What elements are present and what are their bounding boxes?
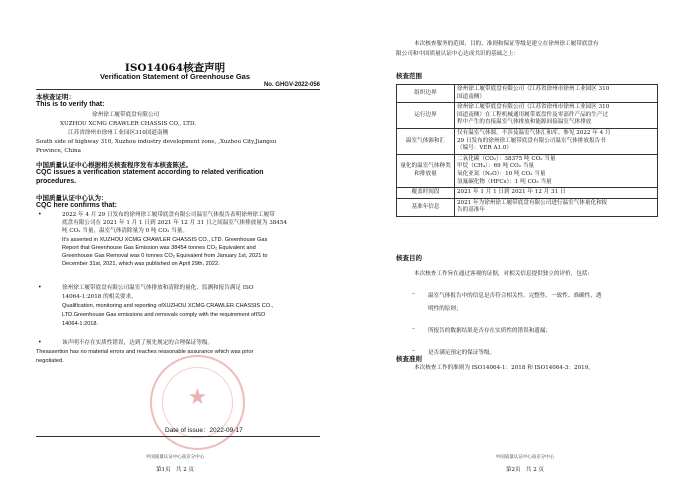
statement-title: ISO14064核查声明 [124, 62, 226, 74]
list-item-text: 所报告的数据结果是否存在实质性的错误和遗漏； [428, 328, 552, 334]
criteria-heading: 核查准则 [396, 355, 422, 363]
org-name-en: XUZHOU XCMG CRAWLER CHASSIS CO., LTD. [60, 121, 197, 127]
scope-value [455, 198, 658, 216]
finding-1-en-2: Report that Greenhouse Gas Emission was 38454 tonnes CO₂ Equivalent and [62, 245, 256, 251]
scope-value-line: 国道南侧）在工程机械通用履带底盘件及零部件产品的生产过 [457, 111, 609, 118]
finding-3-en-2: negotiated. [36, 358, 64, 364]
scope-value-line: 徐州徐工履带底盘有限公司（江苏省徐州市徐州工业园区 310 [457, 86, 610, 92]
intro-text-2: 限公司和中国质量认证中心达成共识的基础之上： [396, 51, 520, 57]
finding-1-cn: 2022 年 4 月 29 日发布的徐州徐工履带底盘有限公司温室气体报告表明徐州徐工履带 [62, 212, 275, 218]
bullet-icon: • [38, 211, 42, 218]
finding-3-en: Theassertion has no material errors and reaches reasonable assurance which was prior [36, 349, 254, 355]
footer-organization: 中国质量认证中心南京分中心 [145, 455, 205, 460]
table-row [397, 198, 658, 216]
statement-subtitle: Verification Statement of Greenhouse Gas [99, 72, 251, 81]
scope-key: 组织边界 [397, 85, 455, 103]
page-2 [350, 0, 700, 495]
table-row [397, 188, 658, 199]
issue-statement-en: CQC issues a verification statement according to related verification [36, 169, 264, 176]
scope-value-line: 甲烷（CH₄）：69 吨 CO₂ 当量 [457, 163, 534, 170]
list-item-text: 明性的原则； [428, 306, 462, 312]
scope-value-line: 国道南侧） [457, 93, 485, 100]
verify-heading-en: This is to verify that: [36, 101, 105, 108]
dash-bullet-icon: – [412, 326, 415, 332]
scope-value-line: （编号：VER A1.0） [457, 145, 513, 152]
certification-seal-icon: ★ [150, 355, 245, 450]
list-item [412, 290, 662, 316]
scope-value-line: 29 日发布的徐州徐工履带底盘有限公司温室气体排放报告书 [457, 137, 606, 144]
bullet-icon: • [38, 339, 42, 346]
dash-bullet-icon: – [412, 291, 415, 297]
confirm-heading-cn: 中国质量认证中心认为： [36, 194, 108, 202]
scope-value-line: 徐州徐工履带底盘有限公司（江苏省徐州市徐州工业园区 310 [457, 104, 610, 111]
scope-key: 覆盖时间段 [397, 188, 455, 199]
purpose-list [412, 290, 662, 369]
scope-value-line: 仅有温室气体源，不涉及温室气体汇和库。参见 2022 年 4 月 [457, 129, 611, 136]
purpose-heading: 核查目的 [396, 254, 422, 262]
divider [36, 436, 320, 437]
finding-1-en-3: Greenhouse Gas Removal was 0 tonnes CO₂ Equivalent from January 1st, 2021 to [62, 253, 268, 259]
finding-1-en: It's asserted in XUZHOU XCMG CRAWLER CHASSIS CO., LTD. Greenhouse Gas [62, 237, 268, 243]
scope-value [455, 128, 658, 154]
issue-date: Date of issue：2022-09-17 [165, 427, 243, 434]
scope-value-line: 告的基准年 [457, 207, 485, 214]
table-row [397, 103, 658, 129]
org-name-cn: 徐州徐工履带底盘有限公司 [92, 112, 160, 118]
org-address-en-2: Province, China [36, 148, 81, 154]
finding-2-en-3: 14064-1:2018. [62, 321, 99, 327]
scope-value-line: 2021 年为徐州徐工履带底盘有限公司进行温室气体量化和报 [457, 199, 608, 206]
scope-value [455, 103, 658, 129]
footer-organization: 中国质量认证中心南京分中心 [495, 455, 555, 460]
scope-value-line: 氧化亚氮（N₂O）：10 吨 CO₂ 当量 [457, 170, 546, 177]
scope-heading: 核查范围 [396, 72, 422, 80]
table-row [397, 128, 658, 154]
issue-statement-cn: 中国质量认证中心根据相关核查程序发布本核查陈述。 [36, 161, 192, 169]
table-row [397, 154, 658, 187]
issue-statement-en-2: procedures. [36, 178, 77, 185]
org-address-en: South side of highway 310, Xuzhou industry development zone, ,Xuzhou City,Jiangsu [36, 139, 277, 145]
purpose-text: 本次核查工作旨在通过客观的证据，对相关信息提供独立的评价，包括： [414, 271, 594, 277]
list-item [412, 347, 662, 360]
scope-value-line: 2021 年 1 月 1 日到 2021 年 12 月 31 日 [457, 189, 566, 196]
page-number: 第2页 共 2 页 [506, 467, 544, 473]
scope-value [455, 85, 658, 103]
list-item [412, 325, 662, 338]
finding-2-cn-2: 14064-1:2018 的相关要求。 [62, 294, 137, 300]
intro-text: 本次核查服务的范围、目的、准则和保证等级是建立在徐州徐工履带底盘有 [414, 41, 599, 47]
scope-value-line: 程中产生的直接温室气体排放和能源间接温室气体排放 [457, 119, 592, 126]
certificate-number: No. GHGV-2022-056 [263, 82, 320, 88]
criteria-text: 本次核查工作的准则为 ISO14064-1：2018 和 ISO14064-3：2019。 [414, 365, 594, 371]
finding-1-en-4: December 31st, 2021, which was published on April 29th, 2022. [62, 261, 220, 267]
divider [36, 89, 320, 90]
org-address-cn: 江苏省徐州市徐州工业园区310国道南侧 [68, 130, 169, 136]
finding-1-cn-3: 吨 CO₂ 当量，温室气体清除量为 0 吨 CO₂ 当量。 [62, 228, 188, 234]
scope-value-line: 二氧化碳（CO₂）：38375 吨 CO₂ 当量 [457, 155, 556, 162]
list-item-text: 温室气体报告中的信息是否符合相关性、完整性、一致性、准确性、透 [428, 293, 602, 299]
finding-2-cn: 徐州徐工履带底盘有限公司温室气体排放和清除的量化、监测和报告满足 ISO [62, 285, 254, 291]
verify-heading-cn: 本核查证明： [36, 93, 75, 101]
scope-table [396, 84, 658, 217]
scope-key: 温室气体源和汇 [397, 128, 455, 154]
scope-key: 基准年信息 [397, 198, 455, 216]
page-number: 第1页 共 2 页 [156, 467, 194, 473]
bullet-icon: • [38, 284, 42, 291]
scope-key: 运行边界 [397, 103, 455, 129]
finding-2-en: Qualification, monitoring and reporting ofXUZHOU XCMG CRAWLER CHASSIS CO., [62, 303, 274, 309]
dash-bullet-icon: – [412, 348, 415, 354]
scope-value [455, 188, 658, 199]
list-item-text: 是否满足预定的保证等级。 [428, 350, 496, 356]
scope-key: 量化的温室气体种类和排放量 [397, 154, 455, 187]
scope-value [455, 154, 658, 187]
confirm-heading-en: CQC here confirms that: [36, 202, 117, 209]
finding-2-en-2: LTD.Greenhouse Gas emissions and removals comply with the requirement ofISO [62, 312, 266, 318]
finding-3-cn: 该声明不存在实质性错误，达到了预先规定的合理保证等级。 [62, 340, 214, 346]
table-row [397, 85, 658, 103]
finding-1-cn-2: 底盘有限公司在 2021 年 1 月 1 日到 2021 年 12 月 31 日之间温室气体排放量为 38454 [62, 220, 287, 226]
scope-value-line: 氢氟碳化物（HFCs）：1 吨 CO₂ 当量 [457, 178, 552, 185]
